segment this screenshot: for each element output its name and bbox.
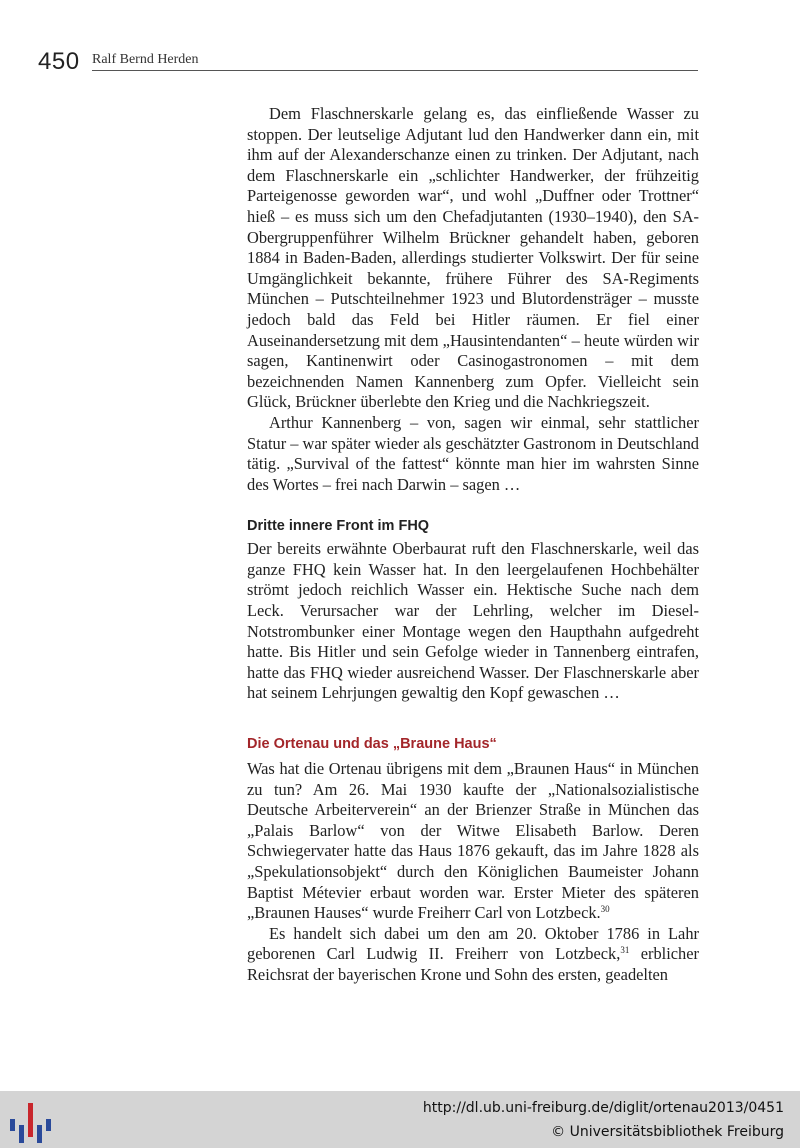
source-url-link[interactable]: http://dl.ub.uni-freiburg.de/diglit/ortenau2013/0451 xyxy=(422,1100,784,1116)
running-head-author: Ralf Bernd Herden xyxy=(92,52,199,67)
paragraph-braunes-haus xyxy=(247,759,699,924)
paragraph-kannenberg: Arthur Kannenberg – von, sagen wir einmal, sehr stattlicher Statur – war später wieder als geschätzter Gastronom in Deutschland tätig. „Survival of the fattest“ könnte man hier im wahrsten Sinne des Wortes – frei nach Darwin – sagen … xyxy=(247,412,699,494)
text-column xyxy=(247,104,699,986)
page-header xyxy=(38,46,698,75)
subheading-ortenau-braunes-haus: Die Ortenau und das „Braune Haus“ xyxy=(247,736,497,753)
paragraph-lotzbeck-text-a: Es handelt sich dabei um den am 20. Oktober 1786 in Lahr geborenen Carl Ludwig II. Freiherr von Lotzbeck, xyxy=(247,923,699,964)
page-number: 450 xyxy=(38,48,80,75)
footnote-ref-30[interactable]: 30 xyxy=(600,904,610,915)
paragraph-flaschnerskarle: Dem Flaschnerskarle gelang es, das einfließende Wasser zu stoppen. Der leutselige Adjutant lud den Handwerker dann ein, mit ihm auf der Alexanderschanze einen zu trinken. Der Adjutant, nach dem Flaschnerskarle ein „schlichter Handwerker, der frühzeitig Parteigenosse geworden war“, und wohl „Duffner oder Trottner“ hieß – es muss sich um den Chefadjutanten (1930–1940), den SA-Obergruppenführer Wilhelm Brückner gehandelt haben, geboren 1884 in Baden-Baden, allerdings studierter Volkswirt. Der für seine Umgänglichkeit bekannte, frühere Führer des SA-Regiments München – Putschteilnehmer 1923 und Blutordensträger – musste jedoch bald das Feld bei Hitler räumen. Er fiel einer Auseinandersetzung mit dem „Hausintendanten“ – heute würden wir sagen, Kantinenwirt oder Casinogastronomen – mit dem bezeichnenden Namen Kannenberg zum Opfer. Vielleicht sein Glück, Brückner überlebte den Krieg und die Nachkriegszeit. xyxy=(247,104,699,412)
footnote-ref-31[interactable]: 31 xyxy=(620,945,630,956)
paragraph-lotzbeck xyxy=(247,924,699,986)
subheading-dritte-front: Dritte innere Front im FHQ xyxy=(247,518,430,535)
paragraph-lotzbeck-text-b: erblicher Reichsrat der bayerischen Krone und Sohn des ersten, geadelten xyxy=(247,944,699,984)
ub-freiburg-logo-icon xyxy=(6,1099,52,1145)
footer-bar xyxy=(0,1091,800,1148)
paragraph-braunes-haus-text: Was hat die Ortenau übrigens mit dem „Braunen Haus“ in München zu tun? Am 26. Mai 1930 kaufte der „Nationalsozialistische Deutsche Arbeiterverein“ an der Brienzer Straße in München das „Palais Barlow“ von der Witwe Elisabeth Barlow. Deren Schwiegervater hatte das Haus 1876 gekauft, das im Jahre 1828 als „Spekulationsobjekt“ durch den Königlichen Baumeister Johann Baptist Métevier erbaut worden war. Erster Mieter des späteren „Braunen Hauses“ wurde Freiherr Carl von Lotzbeck. xyxy=(247,759,699,923)
paragraph-fhq-wasser: Der bereits erwähnte Oberbaurat ruft den Flaschnerskarle, weil das ganze FHQ kein Wasser hat. In den leergelaufenen Hochbehälter strömt jedoch reichlich Wasser ein. Hektische Suche nach dem Leck. Verursacher war der Lehrling, welcher im Diesel-Notstrombunker einer Montage wegen den Haupthahn aufgedreht hatte. Bis Hitler und sein Gefolge wieder in Tannenberg eintrafen, hatte das FHQ wieder ausreichend Wasser. Der Flaschnerskarle aber hat seinem Lehrjungen gewaltig den Kopf gewaschen … xyxy=(247,539,699,703)
header-rule xyxy=(92,70,698,71)
copyright-notice: © Universitätsbibliothek Freiburg xyxy=(551,1124,784,1140)
